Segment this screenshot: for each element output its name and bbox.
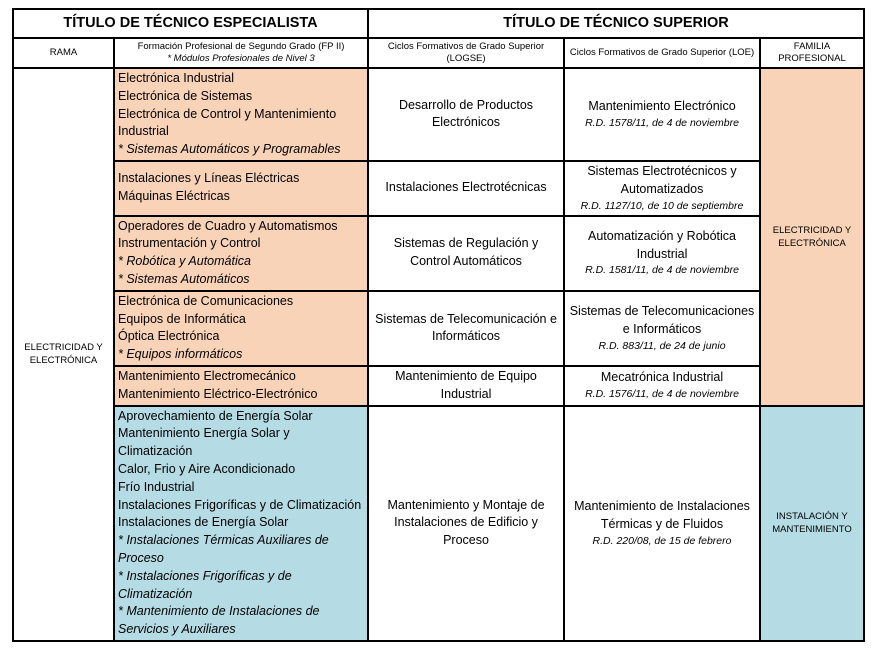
fp2-item: Máquinas Eléctricas xyxy=(118,189,230,204)
table-row xyxy=(13,161,864,216)
loe-rd: R.D. 883/11, de 24 de junio xyxy=(598,339,726,352)
loe-cell xyxy=(564,406,760,641)
header-superior: TÍTULO DE TÉCNICO SUPERIOR xyxy=(368,9,864,38)
fp2-item: Instrumentación y Control xyxy=(118,236,261,251)
table-row xyxy=(13,366,864,406)
familia-cell-instalacion: INSTALACIÓN Y MANTENIMIENTO xyxy=(760,406,864,641)
fp2-module-item: * Mantenimiento de Instalaciones de Servicios y Auxiliares xyxy=(118,604,320,637)
loe-cell xyxy=(564,291,760,366)
table-row xyxy=(13,68,864,161)
logse-cell: Sistemas de Regulación y Control Automáticos xyxy=(368,216,564,291)
loe-cell xyxy=(564,68,760,161)
fp2-item: Electrónica de Control y Mantenimiento Industrial xyxy=(118,106,337,139)
fp2-module-item: * Instalaciones Térmicas Auxiliares de Proceso xyxy=(118,533,329,565)
header-row xyxy=(13,9,864,38)
logse-cell: Sistemas de Telecomunicación e Informáticos xyxy=(368,291,564,366)
fp2-module-item: * Sistemas Automáticos y Programables xyxy=(118,142,341,157)
loe-rd: R.D. 220/08, de 15 de febrero xyxy=(592,534,732,547)
subheader-fp2-sub: * Módulos Profesionales de Nivel 3 xyxy=(167,53,315,64)
fp2-item: Óptica Electrónica xyxy=(118,329,220,344)
fp2-item: Mantenimiento Energía Solar y Climatización xyxy=(118,426,290,459)
loe-rd: R.D. 1581/11, de 4 de noviembre xyxy=(585,264,739,277)
fp2-item: Operadores de Cuadro y Automatismos xyxy=(118,218,338,233)
fp2-item: Instalaciones y Líneas Eléctricas xyxy=(118,171,300,186)
subheader-row xyxy=(13,38,864,68)
loe-rd: R.D. 1578/11, de 4 de noviembre xyxy=(585,116,739,129)
table-row xyxy=(13,216,864,291)
fp2-module-item: * Robótica y Automática xyxy=(118,254,251,269)
loe-title: Automatización y Robótica Industrial xyxy=(588,228,737,261)
subheader-loe: Ciclos Formativos de Grado Superior (LOE) xyxy=(564,38,760,68)
fp2-module-item: * Sistemas Automáticos xyxy=(118,271,250,286)
fp2-item: Aprovechamiento de Energía Solar xyxy=(118,408,313,423)
fp2-item: Frío Industrial xyxy=(118,479,195,494)
loe-cell xyxy=(564,366,760,406)
fp2-item: Instalaciones Frigoríficas y de Climatización xyxy=(118,497,362,512)
loe-cell xyxy=(564,161,760,216)
logse-cell: Instalaciones Electrotécnicas xyxy=(368,161,564,216)
header-especialista: TÍTULO DE TÉCNICO ESPECIALISTA xyxy=(13,9,368,38)
fp2-cell xyxy=(114,68,368,161)
loe-title: Sistemas de Telecomunicaciones e Informáticos xyxy=(569,304,755,336)
subheader-fp2-title: Formación Profesional de Segundo Grado (FP II) xyxy=(137,41,345,52)
fp2-item: Equipos de Informática xyxy=(118,311,246,326)
subheader-rama: RAMA xyxy=(13,38,114,68)
fp2-item: Electrónica de Comunicaciones xyxy=(118,293,294,308)
fp2-item: Mantenimiento Eléctrico-Electrónico xyxy=(118,386,318,401)
fp2-cell xyxy=(114,291,368,366)
loe-cell xyxy=(564,216,760,291)
familia-cell-electricidad: ELECTRICIDAD Y ELECTRÓNICA xyxy=(760,68,864,406)
logse-cell: Desarrollo de Productos Electrónicos xyxy=(368,68,564,161)
loe-rd: R.D. 1127/10, de 10 de septiembre xyxy=(580,199,744,212)
fp2-item: Mantenimiento Electromecánico xyxy=(118,368,296,383)
loe-title: Sistemas Electrotécnicos y Automatizados xyxy=(587,163,737,196)
fp2-cell xyxy=(114,366,368,406)
fp2-item: Calor, Frio y Aire Acondicionado xyxy=(118,461,296,476)
table-row xyxy=(13,406,864,641)
logse-cell: Mantenimiento de Equipo Industrial xyxy=(368,366,564,406)
subheader-fp2 xyxy=(114,38,368,68)
fp2-cell xyxy=(114,406,368,641)
logse-cell: Mantenimiento y Montaje de Instalaciones de Edificio y Proceso xyxy=(368,406,564,641)
subheader-logse: Ciclos Formativos de Grado Superior (LOGSE) xyxy=(368,38,564,68)
fp2-item: Electrónica de Sistemas xyxy=(118,88,253,103)
fp2-item: Instalaciones de Energía Solar xyxy=(118,515,289,530)
loe-title: Mantenimiento de Instalaciones Térmicas y de Fluidos xyxy=(574,498,750,531)
fp2-cell xyxy=(114,161,368,216)
fp2-module-item: * Equipos informáticos xyxy=(118,347,243,362)
fp2-item: Electrónica Industrial xyxy=(118,71,235,85)
rama-cell: ELECTRICIDAD Y ELECTRÓNICA xyxy=(13,68,114,641)
loe-title: Mantenimiento Electrónico xyxy=(588,99,736,114)
table-row xyxy=(13,291,864,366)
loe-rd: R.D. 1576/11, de 4 de noviembre xyxy=(585,388,739,401)
loe-title: Mecatrónica Industrial xyxy=(600,370,724,385)
fp2-cell xyxy=(114,216,368,291)
equivalence-table xyxy=(12,8,865,642)
subheader-familia: FAMILIA PROFESIONAL xyxy=(760,38,864,68)
fp2-module-item: * Instalaciones Frigoríficas y de Climatización xyxy=(118,568,292,601)
